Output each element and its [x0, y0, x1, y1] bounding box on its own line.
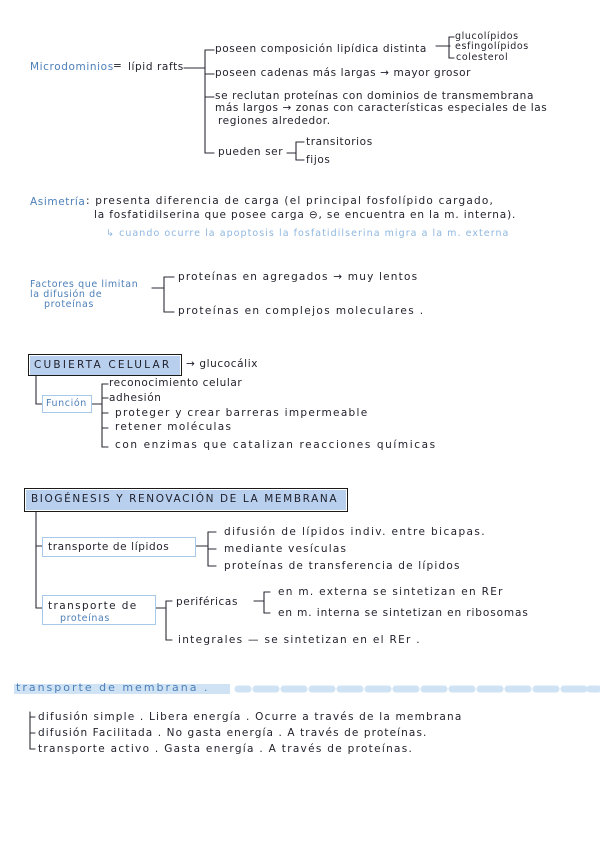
- type-fijos: fijos: [306, 154, 331, 166]
- cubierta-item-5: con enzimas que catalizan reacciones químicas: [115, 439, 437, 451]
- lipid-esfingolipidos: esfingolípidos: [455, 41, 529, 52]
- cubierta-item-1: reconocimiento celular: [109, 377, 243, 389]
- perifericas-item-1: en m. externa se sintetizan en REr: [278, 586, 504, 598]
- transporte-item-3: transporte activo . Gasta energía . A través de proteínas.: [38, 743, 414, 755]
- micro-item-4: pueden ser: [218, 146, 284, 158]
- lipid-colesterol: colesterol: [456, 52, 509, 63]
- lipid-glucolipidos: glucolípidos: [455, 31, 519, 42]
- equals-sign: =: [113, 60, 123, 72]
- lipidos-item-3: proteínas de transferencia de lípidos: [224, 560, 461, 572]
- glucocalix-label: → glucocálix: [186, 358, 259, 370]
- perifericas-label: periféricas: [176, 596, 239, 608]
- lipidos-item-2: mediante vesículas: [224, 543, 348, 555]
- cubierta-title: CUBIERTA CELULAR: [34, 359, 172, 371]
- funcion-label: Función: [46, 398, 87, 409]
- factores-label-3: proteínas: [44, 299, 94, 310]
- transporte-title: transporte de membrana .: [16, 681, 210, 694]
- lipid-rafts-label: lípid rafts: [128, 61, 184, 73]
- asimetria-line-1: : presenta diferencia de carga (el principal fosfolípido cargado,: [86, 195, 495, 207]
- t-proteinas-label-1: transporte de: [48, 600, 138, 612]
- micro-item-1: poseen composición lipídica distinta: [215, 43, 427, 55]
- transporte-item-2: difusión Facilitada . No gasta energía . A través de proteínas.: [38, 727, 428, 739]
- asimetria-line-2: la fosfatidilserina que posee carga ⊖, se encuentra en la m. interna).: [94, 209, 517, 221]
- asimetria-note: ↳ cuando ocurre la apoptosis la fosfatidilserina migra a la m. externa: [106, 228, 510, 239]
- asimetria-label: Asimetría: [30, 196, 86, 208]
- t-proteinas-label-2: proteínas: [60, 613, 110, 624]
- lipidos-item-1: difusión de lípidos indiv. entre bicapas.: [224, 526, 486, 538]
- type-transitorios: transitorios: [306, 136, 373, 148]
- integrales-label: integrales — se sintetizan en el REr .: [178, 634, 421, 646]
- factores-label-2: la difusión de: [30, 289, 103, 300]
- cubierta-item-3: proteger y crear barreras impermeable: [115, 407, 369, 419]
- biogenesis-title: BIOGÉNESIS Y RENOVACIÓN DE LA MEMBRANA: [31, 493, 339, 505]
- micro-item-3-cont2: regiones alrededor.: [218, 115, 331, 127]
- factores-item-2: proteínas en complejos moleculares .: [178, 305, 425, 317]
- micro-item-3: se reclutan proteínas con dominios de transmembrana: [215, 90, 534, 102]
- factores-label-1: Factores que limitan: [30, 279, 139, 290]
- cubierta-item-2: adhesión: [109, 392, 162, 404]
- micro-item-2: poseen cadenas más largas → mayor grosor: [215, 67, 472, 79]
- microdominios-label: Microdominios: [30, 61, 114, 73]
- t-lipidos-label: transporte de lípidos: [48, 541, 170, 553]
- transporte-item-1: difusión simple . Libera energía . Ocurre a través de la membrana: [38, 711, 463, 723]
- micro-item-3-cont: más largos → zonas con características especiales de las: [215, 102, 548, 114]
- perifericas-item-2: en m. interna se sintetizan en ribosomas: [278, 607, 529, 619]
- factores-item-1: proteínas en agregados → muy lentos: [178, 271, 419, 283]
- cubierta-item-4: retener moléculas: [115, 421, 233, 433]
